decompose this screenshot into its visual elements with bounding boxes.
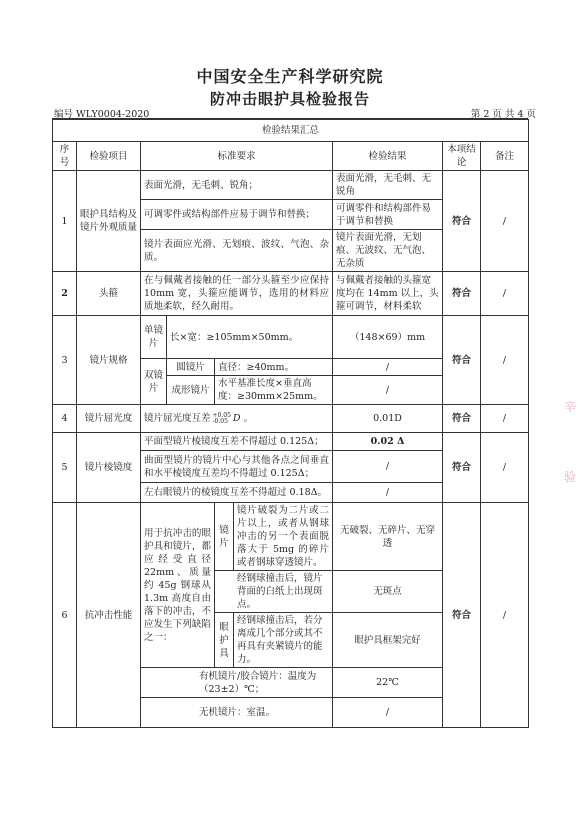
document-number: 编号 WLY0004-2020	[54, 109, 150, 120]
summary-title: 检验结果汇总	[53, 120, 529, 142]
row-result: 0.01D	[333, 405, 443, 433]
impact-test-description: 用于抗冲击的眼护具和镜片，都应经受直径22mm、质量约 45g 钢球从 1.3m 高度自由落下的冲击，不应发生下列缺陷之一：	[141, 503, 215, 668]
row-requirement: 无机镜片：室温。	[141, 698, 333, 728]
row-item: 镜片屈光度	[77, 405, 141, 433]
row-remark: /	[481, 405, 529, 433]
table-header	[53, 142, 529, 171]
row-result: 0.02 Δ	[333, 433, 443, 451]
requirement-suffix: D 。	[232, 413, 254, 424]
col-item-header: 检验项目	[77, 142, 141, 171]
row-requirement: 可调零件或结构部件应易于调节和替换；	[141, 200, 333, 230]
row-result: 与佩戴者接触的头箍宽度均在 14mm 以上，头箍可调节，材料柔软	[333, 272, 443, 316]
double-lens-label: 双镜片	[141, 359, 167, 405]
row-requirement: 水平基准长度×垂直高度：≥30mm×25mm。	[215, 376, 333, 405]
table-row	[53, 405, 529, 433]
row-requirement: 经钢球撞击后，镜片背面的白纸上出现斑点。	[215, 571, 333, 613]
row-result: 无斑点	[333, 571, 443, 613]
col-result-header: 检验结果	[333, 142, 443, 171]
row-result: /	[333, 451, 443, 483]
report-title: 防冲击眼护具检验报告	[209, 90, 370, 108]
row-no: 1	[53, 171, 77, 272]
row-result: 眼护具框架完好	[333, 613, 443, 668]
table-row	[53, 272, 529, 316]
row-no: 3	[53, 316, 77, 405]
table-row	[53, 171, 529, 200]
row-conclusion: 符合	[443, 171, 481, 272]
row-no: 6	[53, 503, 77, 728]
row-requirement: 左右眼镜片的棱镜度互差不得超过 0.18Δ。	[141, 483, 333, 503]
table-row	[53, 316, 529, 359]
row-conclusion: 符合	[443, 433, 481, 503]
side-stamp-bottom: 验	[563, 470, 576, 484]
col-no-header: 序号	[53, 142, 77, 171]
tolerance-lower: -0.05	[212, 417, 228, 425]
requirement-prefix: 镜片屈光度互差	[144, 413, 211, 424]
row-no: 4	[53, 405, 77, 433]
row-remark: /	[481, 433, 529, 503]
row-item: 头箍	[77, 272, 141, 316]
row-remark: /	[481, 316, 529, 405]
row-result: 镜片表面光滑，无划痕、无波纹、无气泡、无杂质	[333, 230, 443, 272]
single-lens-label: 单镜片	[141, 316, 167, 359]
row-requirement: 镜片表面应光滑、无划痕、波纹、气泡、杂质。	[141, 230, 333, 272]
row-no: 5	[53, 433, 77, 503]
col-conclusion-header: 本项结论	[443, 142, 481, 171]
results-summary-table	[52, 119, 529, 728]
row-remark: /	[481, 272, 529, 316]
row-requirement: 长×宽：≥105mm×50mm。	[167, 316, 333, 359]
row-item: 镜片棱镜度	[77, 433, 141, 503]
row-conclusion: 符合	[443, 316, 481, 405]
row-remark: /	[481, 171, 529, 272]
row-result: /	[333, 376, 443, 405]
row-result: 无破裂、无碎片、无穿透	[333, 503, 443, 571]
shaped-lens-label: 成形镜片	[167, 376, 215, 405]
row-result: 可调零件和结构部件易于调节和替换	[333, 200, 443, 230]
table-row	[53, 433, 529, 451]
row-item: 镜片规格	[77, 316, 141, 405]
row-item: 眼护具结构及镜片外观质量	[77, 171, 141, 272]
row-requirement: 有机镜片/胶合镜片：温度为（23±2）℃；	[141, 668, 333, 698]
row-result: 表面光滑，无毛刺、无锐角	[333, 171, 443, 200]
row-result: /	[333, 483, 443, 503]
row-item: 抗冲击性能	[77, 503, 141, 728]
frame-label: 眼护具	[215, 613, 234, 667]
row-remark: /	[481, 503, 529, 728]
table-row	[53, 503, 529, 571]
row-conclusion: 符合	[443, 405, 481, 433]
requirement-text: 经钢球撞击后，若分离成几个部分或其不再具有夹紧镜片的能力。	[237, 615, 323, 665]
side-stamp-top: 辛	[563, 400, 576, 414]
institute-title: 中国安全生产科学研究院	[196, 67, 384, 86]
row-requirement: 直径：≥40mm。	[215, 359, 333, 376]
row-requirement	[141, 405, 333, 433]
row-requirement: 表面光滑，无毛刺、锐角；	[141, 171, 333, 200]
row-result: （148×69）mm	[333, 316, 443, 359]
row-requirement: 在与佩戴者接触的任一部分头箍至少应保持 10mm 宽，头箍应能调节，选用的材料应质地柔软，经久耐用。	[141, 272, 333, 316]
row-requirement	[215, 503, 333, 571]
page-info: 第 2 页 共 4 页	[470, 109, 536, 120]
row-no: 2	[53, 272, 77, 316]
lens-label: 镜片	[215, 503, 234, 570]
row-conclusion: 符合	[443, 272, 481, 316]
row-result: /	[333, 698, 443, 728]
row-result: /	[333, 359, 443, 376]
row-requirement: 平面型镜片棱镜度互差不得超过 0.125Δ；	[141, 433, 333, 451]
col-standard-header: 标准要求	[141, 142, 333, 171]
row-requirement	[215, 613, 333, 668]
row-requirement: 曲面型镜片的镜片中心与其他各点之间垂直和水平棱镜度互差均不得超过 0.125Δ；	[141, 451, 333, 483]
row-conclusion: 符合	[443, 503, 481, 728]
round-lens-label: 圆镜片	[167, 359, 215, 376]
row-result: 22℃	[333, 668, 443, 698]
requirement-text: 镜片破裂为二片或二片以上，或者从钢球冲击的另一个表面脱落大于 5mg 的碎片或者钢球穿透镜片。	[237, 505, 329, 568]
col-remark-header: 备注	[481, 142, 529, 171]
tolerance-upper: +0.05	[212, 411, 231, 419]
